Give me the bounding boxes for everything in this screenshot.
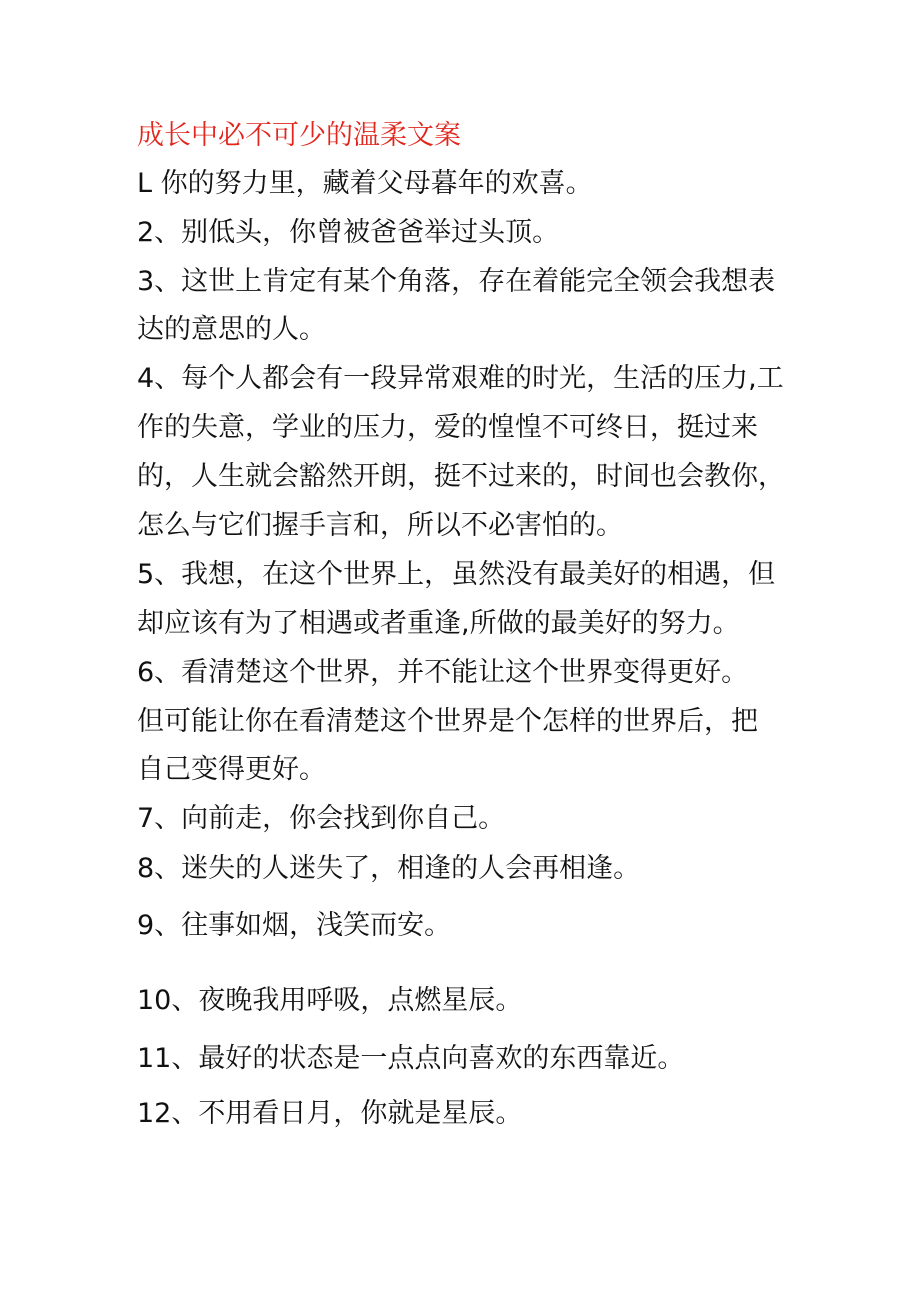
text-line: 6、看清楚这个世界，并不能让这个世界变得更好。 xyxy=(137,657,749,688)
text-line: 4、每个人都会有一段异常艰难的时光，生活的压力,工 xyxy=(137,363,784,394)
text-line: 但可能让你在看清楚这个世界是个怎样的世界后，把 xyxy=(137,706,758,737)
text-line: 5、我想，在这个世界上，虽然没有最美好的相遇，但 xyxy=(137,559,776,590)
text-line: L 你的努力里，藏着父母暮年的欢喜。 xyxy=(137,168,593,199)
text-line: 7、向前走，你会找到你自己。 xyxy=(137,803,506,834)
text-line: 怎么与它们握手言和，所以不必害怕的。 xyxy=(137,510,623,541)
text-line: 自己变得更好。 xyxy=(137,754,326,785)
text-line: 12、不用看日月，你就是星辰。 xyxy=(137,1098,523,1129)
text-line: 9、往事如烟，浅笑而安。 xyxy=(137,910,452,941)
text-line: 作的失意，学业的压力，爱的惶惶不可终日，挺过来 xyxy=(137,412,758,443)
text-line: 3、这世上肯定有某个角落，存在着能完全领会我想表 xyxy=(137,266,776,297)
text-line: 达的意思的人。 xyxy=(137,314,326,345)
text-line: 8、迷失的人迷失了，相逢的人会再相逢。 xyxy=(137,853,641,884)
text-line: 的，人生就会豁然开朗，挺不过来的，时间也会教你， xyxy=(137,461,785,492)
text-line: 11、最好的状态是一点点向喜欢的东西靠近。 xyxy=(137,1043,685,1074)
text-line: 10、夜晚我用呼吸，点燃星辰。 xyxy=(137,985,523,1016)
text-line: 2、别低头，你曾被爸爸举过头顶。 xyxy=(137,217,560,248)
document-title: 成长中必不可少的温柔文案 xyxy=(137,120,461,151)
text-line: 却应该有为了相遇或者重逢,所做的最美好的努力。 xyxy=(137,608,740,639)
